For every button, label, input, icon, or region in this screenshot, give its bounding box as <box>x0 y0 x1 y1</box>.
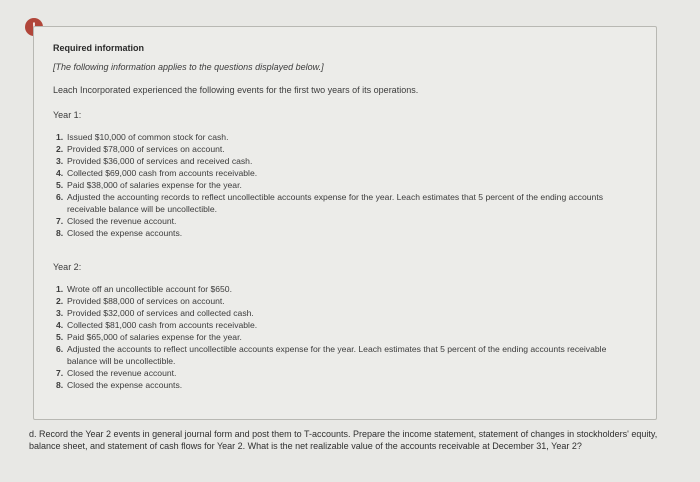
required-information-heading: Required information <box>53 43 145 53</box>
event-text: Adjusted the accounting records to reflect uncollectible accounts expense for the year. Leach estimates that 5 percent of the ending accounts receivable balance will be uncollectible. <box>67 192 604 214</box>
event-number: 2. <box>56 144 64 154</box>
event-text: Provided $32,000 of services and collected cash. <box>67 308 254 318</box>
event-number: 1. <box>56 284 64 294</box>
event-number: 2. <box>56 296 64 306</box>
list-item <box>56 295 626 307</box>
event-text: Closed the expense accounts. <box>67 228 183 238</box>
list-item <box>56 319 626 331</box>
year-2-label: Year 2: <box>53 262 82 272</box>
required-information-panel <box>33 26 657 420</box>
event-number: 7. <box>56 216 64 226</box>
list-item <box>56 331 626 343</box>
event-text: Collected $81,000 cash from accounts receivable. <box>67 320 258 330</box>
event-number: 3. <box>56 156 64 166</box>
year-1-events <box>56 131 626 239</box>
list-item <box>56 155 626 167</box>
event-number: 7. <box>56 368 64 378</box>
event-text: Closed the revenue account. <box>67 216 177 226</box>
list-item <box>56 379 626 391</box>
event-text: Provided $88,000 of services on account. <box>67 296 225 306</box>
event-text: Issued $10,000 of common stock for cash. <box>67 132 229 142</box>
event-text: Closed the expense accounts. <box>67 380 183 390</box>
event-text: Closed the revenue account. <box>67 368 177 378</box>
list-item <box>56 367 626 379</box>
list-item <box>56 215 626 227</box>
question-text: d. Record the Year 2 events in general journal form and post them to T-accounts. Prepare the income statement, statement of changes in stockholders' equity, balance sheet, and statement of cash flows for Year 2. What is the net realizable value of the accounts receivable at December 31, Year 2? <box>29 429 658 451</box>
event-text: Paid $38,000 of salaries expense for the year. <box>67 180 242 190</box>
event-number: 4. <box>56 320 64 330</box>
year-2-events <box>56 283 626 391</box>
event-number: 1. <box>56 132 64 142</box>
event-number: 8. <box>56 380 64 390</box>
intro-text: Leach Incorporated experienced the following events for the first two years of its operations. <box>53 85 419 95</box>
list-item <box>56 307 626 319</box>
event-number: 3. <box>56 308 64 318</box>
list-item <box>56 227 626 239</box>
event-number: 6. <box>56 344 64 354</box>
event-number: 5. <box>56 180 64 190</box>
info-note: [The following information applies to the questions displayed below.] <box>53 62 324 72</box>
list-item <box>56 167 626 179</box>
event-text: Paid $65,000 of salaries expense for the year. <box>67 332 242 342</box>
event-number: 8. <box>56 228 64 238</box>
event-text: Provided $78,000 of services on account. <box>67 144 225 154</box>
event-number: 4. <box>56 168 64 178</box>
list-item <box>56 143 626 155</box>
event-number: 5. <box>56 332 64 342</box>
event-number: 6. <box>56 192 64 202</box>
event-text: Wrote off an uncollectible account for $650. <box>67 284 232 294</box>
list-item <box>56 283 626 295</box>
event-text: Collected $69,000 cash from accounts receivable. <box>67 168 258 178</box>
list-item <box>56 179 626 191</box>
list-item <box>56 343 626 367</box>
year-1-label: Year 1: <box>53 110 82 120</box>
event-text: Adjusted the accounts to reflect uncollectible accounts expense for the year. Leach estimates that 5 percent of the ending accounts receivable balance will be uncollectible. <box>67 344 607 366</box>
event-text: Provided $36,000 of services and received cash. <box>67 156 253 166</box>
list-item <box>56 191 626 215</box>
list-item <box>56 131 626 143</box>
